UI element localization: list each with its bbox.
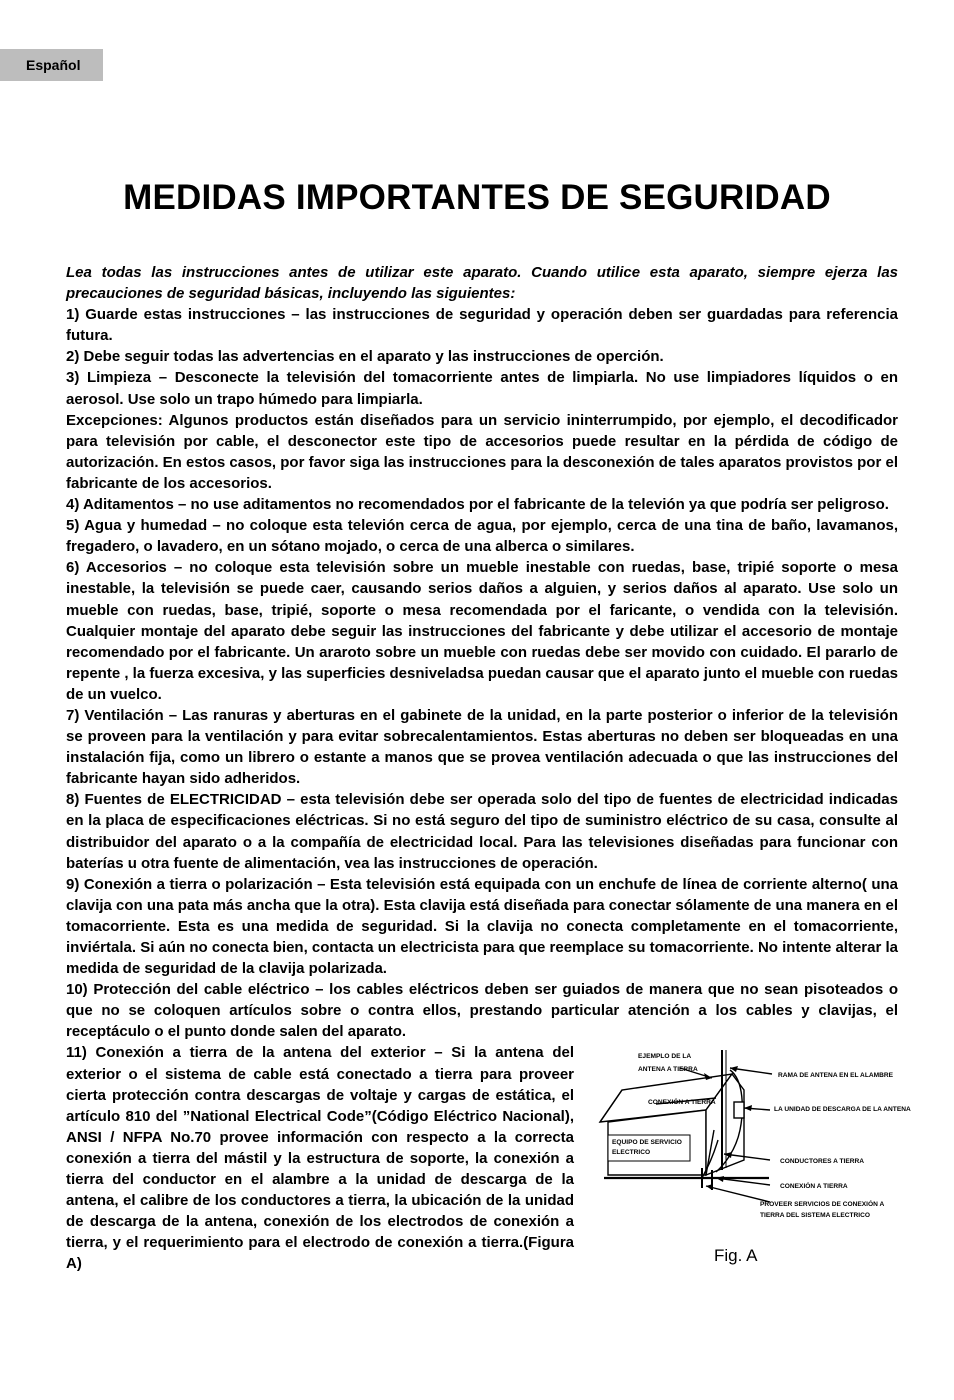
antenna-section	[66, 1042, 911, 1274]
instruction-item: 6) Accesorios – no coloque esta televisión sobre un mueble inestable con ruedas, base, tripié soporte o mesa inestable, la televisión se puede caer, causando serios daños a alguien, y serios daños al aparato. Use solo un mueble con ruedas, base, tripié, soporte o mesa recomendada por el faricante, o vendida con la televisión. Cualquier montaje del aparato debe seguir las instrucciones del fabricante y debe utilizar el accesorio de montaje recomendado por el fabricante. Un araroto sobre un mueble con ruedas debe ser movido con cuidado. El pararlo de repente , la fuerza excesiva, y las superficies desniveladsa puedan causar que el aparato junto el mueble con ruedas de un vuelco.	[66, 559, 899, 703]
intro-paragraph: Lea todas las instrucciones antes de utilizar este aparato. Cuando utilice esta aparato, siempre ejerza las precauciones de seguridad básicas, incluyendo las siguientes:	[66, 264, 898, 303]
discharge-unit	[734, 1102, 744, 1118]
antenna-grounding-diagram	[594, 1050, 911, 1250]
instruction-item: 3) Limpieza – Desconecte la televisión del tomacorriente antes de limpiarla. No use limpiadores líquidos o en aerosol. Use solo un trapo húmedo para limpiarla.	[66, 369, 898, 408]
instruction-item: 1) Guarde estas instrucciones – las instrucciones de seguridad y operación deben ser guardadas para referencia futura.	[66, 306, 898, 345]
instruction-item: 7) Ventilación – Las ranuras y aberturas en el gabinete de la unidad, en la parte posterior o inferior de la televisión se proveen para la ventilación y para evitar sobrecalentamientos. Estas aberturas no deben ser bloqueadas en una instalación fija, como un librero o estante a manos que se provea ventilación adecuada o que las instrucciones del fabricante hayan sido adheridos.	[66, 706, 898, 788]
label-antenna-example: EJEMPLO DE LA	[638, 1053, 692, 1061]
label-service-equipment: EQUIPO DE SERVICIO	[612, 1139, 682, 1147]
instruction-item: 10) Protección del cable eléctrico – los cables eléctricos deben ser guiados de manera que no sean pisoteados o que no se coloquen artículos sobre o contra ellos, prestando particular atención a los cables y clavijas, el receptáculo o el punto donde salen del aparato.	[66, 981, 898, 1041]
instruction-item: 5) Agua y humedad – no coloque esta televión cerca de agua, por ejemplo, cerca de una tina de baño, lavamanos, fregadero, o lavadero, en un sótano mojado, o cerca de una alberca o similares.	[66, 517, 898, 556]
label-ground-conductors: CONDUCTORES A TIERRA	[780, 1158, 865, 1166]
antenna-grounding-figure	[594, 1050, 911, 1270]
label-discharge-unit: LA UNIDAD DE DESCARGA DE LA ANTENA	[774, 1106, 911, 1114]
instruction-item: 9) Conexión a tierra o polarización – Esta televisión está equipada con un enchufe de línea de corriente alterno( una clavija con una pata más ancha que la otra). Esta clavija está diseñada para conectar sólamente de una manera en el tomacorriente. Esta es una medida de seguridad. Si la clavija no conecta completamente en el tomacorriente, inviértala. Si aún no conecta bien, contacta un electricista para que reemplace su tomacorriente. No intente alterar la medida de seguridad de la clavija polarizada.	[66, 875, 899, 978]
label-lead-in-wire: RAMA DE ANTENA EN EL ALAMBRE	[778, 1072, 894, 1080]
instruction-item: 8) Fuentes de ELECTRICIDAD – esta televisión debe ser operada solo del tipo de fuentes de electricidad indicadas en la placa de especificaciones eléctricas. Si no está seguro del tipo de suministro eléctrico de su casa, consulte al distribuidor del aparato o a la compañía de electricidad local. Para las televisiones diseñadas para funcionar con baterías u otra fuente de alimentación, vea las instrucciones de operación.	[66, 791, 898, 872]
label-antenna-example: ANTENA A TIERRA	[638, 1066, 698, 1074]
instruction-item: 4) Aditamentos – no use aditamentos no recomendados por el fabricante de la televión ya que podría ser peligroso.	[66, 496, 889, 514]
label-service-equipment: ELECTRICO	[612, 1149, 651, 1157]
instruction-item: 2) Debe seguir todas las advertencias en el aparato y las instrucciones de operción.	[66, 348, 664, 366]
page-title: MEDIDAS IMPORTANTES DE SEGURIDAD	[123, 178, 831, 217]
instruction-item: Excepciones: Algunos productos están diseñados para un servicio ininterrumpido, por ejemplo, el decodificador para televisión por cable, el desconector este tipo de accesorios puede resultar en la pérdida de código de autorización. En estos casos, por favor siga las instrucciones para la desconexión de tales aparatos provistos por el fabricante de los accesorios.	[66, 411, 898, 492]
language-tab: Español	[0, 49, 103, 81]
label-ground-clamp: CONEXIÓN A TIERRA	[648, 1099, 716, 1107]
safety-instructions	[66, 262, 911, 1275]
label-power-ground: PROVEER SERVICIOS DE CONEXIÓN A	[760, 1201, 885, 1209]
figure-caption: Fig. A	[714, 1246, 758, 1266]
label-ground-clamps: CONEXIÓN A TIERRA	[780, 1183, 848, 1191]
label-power-ground: TIERRA DEL SISTEMA ELECTRICO	[760, 1212, 871, 1220]
instruction-item-11: 11) Conexión a tierra de la antena del exterior – Si la antena del exterior o el sistema de cable está conectado a tierra para proveer cierta protección contra descargas de voltaje y cargas de estática, el artículo 810 del ”National Electrical Code”(Código Eléctrico Nacional), ANSI / NFPA No.70 provee información con respecto a la correcta conexión a tierra del mástil y la estructura de soporte, la conexión a tierra del conductor en el alambre a la unidad de descarga de la antena, el calibre de los conductores a tierra, la ubicación de la unidad de descarga de la antena, conexión de los electrodos de conexión a tierra, y el requerimiento para el electrodo de conexión a tierra.(Figura A)	[66, 1044, 574, 1273]
